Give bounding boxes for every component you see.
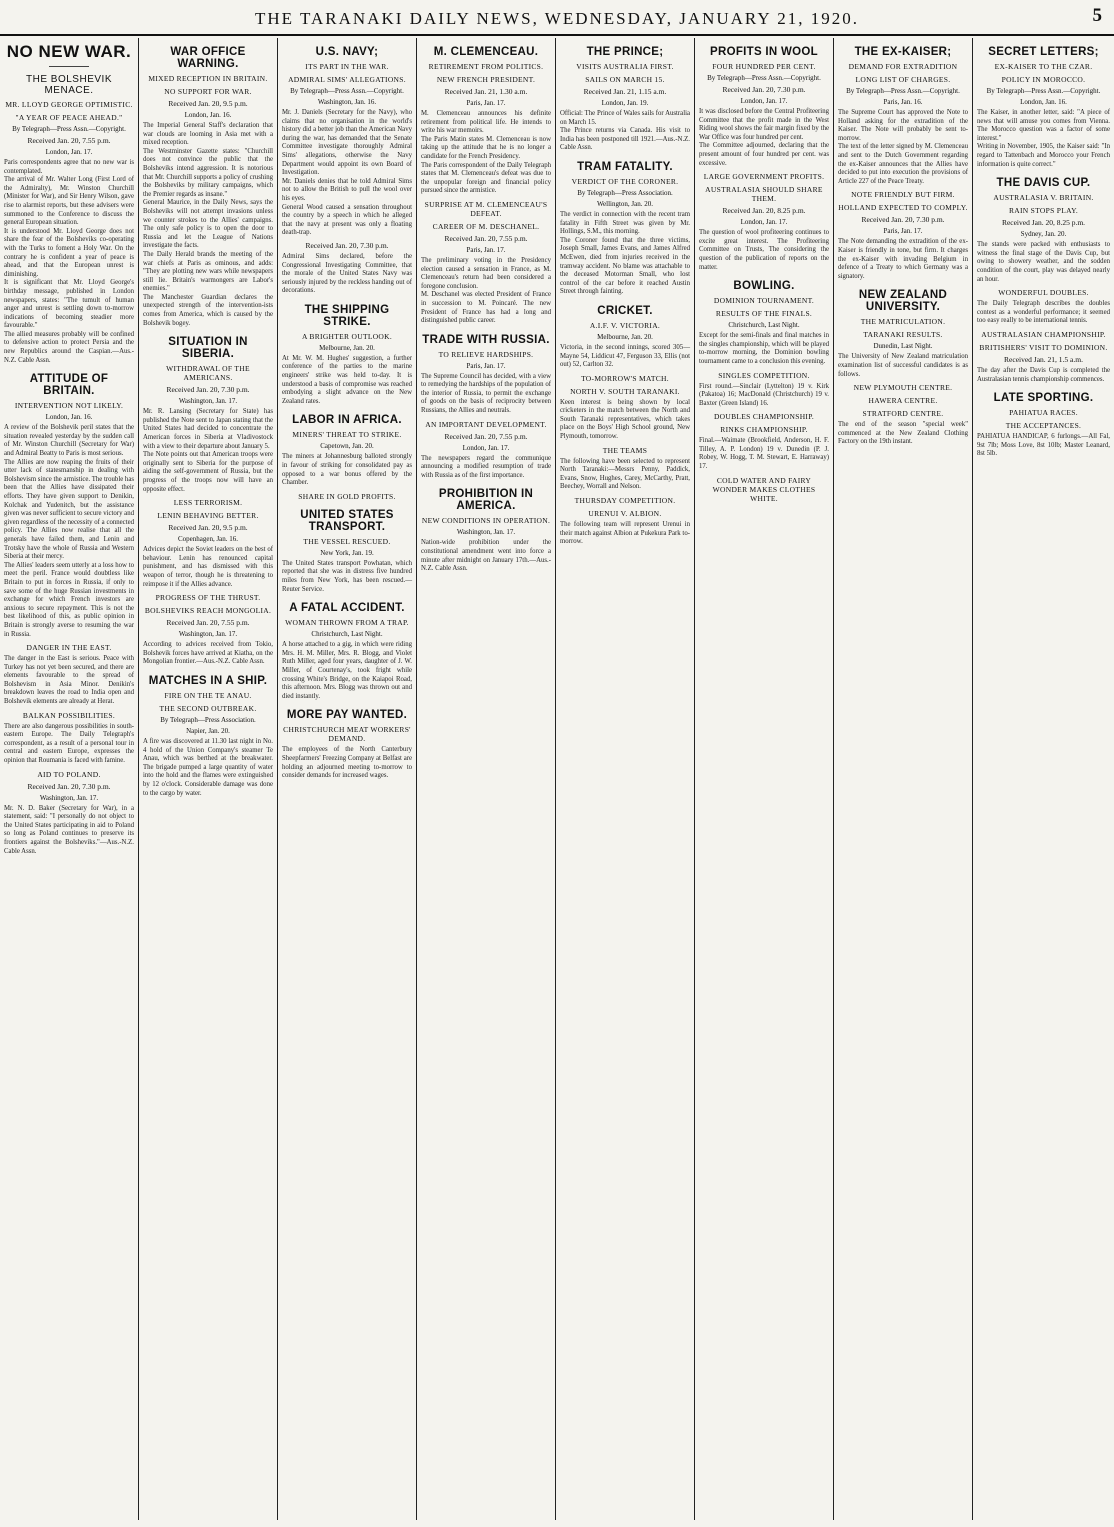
dateline: New York, Jan. 19. [320,548,374,557]
article-paragraph: The miners at Johannesburg balloted strongly in favour of striking for consolidated pay as opposed to a war bonus offered by the Chamber. [282,453,412,487]
article-deck: NOTE FRIENDLY BUT FIRM. [851,190,955,200]
received-time: Received Jan. 20, 7.30 p.m. [722,85,806,94]
column-4 [417,38,555,1520]
article-deck: A.I.F. V. VICTORIA. [589,320,661,330]
article-deck: PAHIATUA RACES. [1009,408,1078,418]
advertisement: COLD WATER AND FAIRY WONDER MAKES CLOTHES WHITE. [712,475,816,503]
article-headline: MATCHES IN A SHIP. [148,674,268,687]
article-paragraph: The Westminster Gazette states: "Churchill does not convince the public that the Bolsheviks intend aggression. It is notorious that Mr. Churchill supports a policy of crushing the Bolsheviks by military campaigns, which the Premier regards as insane." [143,147,273,198]
article-paragraph: The Daily Telegraph describes the doubles contest as a wonderful performance; it seemed too easy really to be international tennis. [977,300,1110,325]
article-paragraph: It was disclosed before the Central Profiteering Committee that the profit made in the West Riding wool shows the fair margin fixed by the War Office was four hundred per cent. [699,108,829,141]
article-deck: RAIN STOPS PLAY. [1008,206,1079,216]
article-headline: SECRET LETTERS; [988,46,1099,58]
dateline: Christchurch, Last Night. [728,321,800,330]
dateline: Melbourne, Jan. 20. [597,332,653,341]
article-paragraph: The following have been selected to represent North Taranaki:—Messrs Penny, Paddick, Evans, Snow, Hughes, Carey, McCarthy, Pratt, Beechey, Worrall and Nelson. [560,457,690,491]
article-paragraph: Official: The Prince of Wales sails for Australia on March 15. [560,110,690,126]
article-headline: BOWLING. [733,280,795,293]
article-deck: URENUI V. ALBION. [588,509,662,519]
dateline: London, Jan. 16. [45,413,93,422]
article-paragraph: Admiral Sims declared, before the Congressional Investigating Committee, that the morale of the United States Navy was seriously injured by the reckless handing out of decorations. [282,252,412,295]
article-deck: DANGER IN THE EAST. [26,643,112,653]
article-deck: LARGE GOVERNMENT PROFITS. [703,172,825,182]
byline: By Telegraph—Press Assn.—Copyright. [986,87,1101,95]
page-number: 5 [1092,5,1102,26]
article-headline: PROFITS IN WOOL [710,46,818,58]
article-deck: THE TEAMS [602,445,648,455]
article-paragraph: The Daily Herald brands the meeting of the war chiefs at Paris as ominous, and adds: "They are plotting new wars while newspapers still lie. Britain's warmongers are Labor's enemies." [143,250,273,293]
dateline: Capetown, Jan. 20. [320,442,374,451]
article-paragraph: The Coroner found that the three victims, Joseph Small, James Evans, and James Alfred McEwen, died from injuries received in the tramway accident. No blame was attachable to the deceased Motorman Small, who lost control of the car before it reached Austin Street through fainting. [560,236,690,296]
article-paragraph: The University of New Zealand matriculation examination list of successful candidates is as follows. [838,353,968,378]
dateline: Washington, Jan. 17. [39,793,99,802]
article-paragraph: Final.—Waimate (Brookfield, Anderson, H. F. Tilley, A. P. London) 19 v. Dunedin (P. J. Robey, W. Hogg, T. M. Stewart, E. Harraway) 17. [699,437,829,471]
article-paragraph: M. Clemenceau announces his definite retirement from political life. He intends to write his war memoirs. [421,110,551,135]
received-time: Received Jan. 21, 1.15 a.m. [583,87,667,96]
article-paragraph: There are also dangerous possibilities in south-eastern Europe. The Daily Telegraph's correspondent, as a result of a personal tour in central and eastern Europe, expresses the opinion that Roumania is faced with famine. [4,722,134,765]
article-paragraph: The allied measures probably will be confined to defensive action to protect Persia and the new Republics around the Caspian.—Aus.-N.Z. Cable Assn. [4,330,134,364]
newspaper-title: THE TARANAKI DAILY NEWS, WEDNESDAY, JANUARY 21, 1920. [255,9,859,28]
dateline: Washington, Jan. 16. [317,98,377,106]
column-6 [695,38,833,1520]
article-paragraph: A review of the Bolshevik peril states that the situation revealed yesterday by the sudden call of Mr. Winston Churchill (Secretary for War) and Admiral Beatty to Paris is most serious. [4,424,134,458]
article-deck: POLICY IN MOROCCO. [1001,75,1086,84]
article-deck: FIRE ON THE TE ANAU. [164,690,252,700]
article-paragraph: At Mr. W. M. Hughes' suggestion, a further conference of the parties to the marine engineers' strike was held to-day. It is understood a basis of compromise was reached embodying a slight advance on the New Zealand rates. [282,354,412,405]
article-deck: TO-MORROW'S MATCH. [581,373,669,383]
article-paragraph: The stands were packed with enthusiasts to witness the final stage of the Davis Cup, but owing to showery weather, and the sodden condition of the court, play was delayed nearly an hour. [977,241,1110,283]
article-deck: AID TO POLAND. [37,769,101,779]
article-headline: A FATAL ACCIDENT. [289,602,405,615]
dateline: London, Jan. 17. [740,97,788,105]
article-deck: AN IMPORTANT DEVELOPMENT. [425,419,547,429]
article-paragraph: The Paris correspondent of the Daily Telegraph states that M. Clemenceau's defeat was due to the unpopular foreign and financial policy pursued since the armistice. [421,161,551,195]
article-paragraph: The Paris Matin states M. Clemenceau is now taking up the attitude that he is no longer a candidate for the French Presidency. [421,135,551,160]
received-time: Received Jan. 21, 1.5 a.m. [1004,354,1083,364]
article-paragraph: Keen interest is being shown by local cricketers in the match between the North and South Taranaki representatives, which takes place on the Boys' High School ground, New Plymouth, tomorrow. [560,398,690,441]
article-deck: RINKS CHAMPIONSHIP. [720,425,808,435]
dateline: Washington, Jan. 17. [178,630,238,639]
article-deck: SHARE IN GOLD PROFITS. [298,491,396,501]
article-headline: M. CLEMENCEAU. [433,46,539,58]
article-paragraph: Mr. Daniels denies that he told Admiral Sims not to allow the British to pull the wool over his eyes. [282,177,412,202]
article-deck: TO RELIEVE HARDSHIPS. [438,349,534,359]
column-3 [278,38,416,1520]
article-headline: TRADE WITH RUSSIA. [422,333,550,346]
article-headline: UNITED STATES TRANSPORT. [300,508,394,533]
article-headline: THE SHIPPING STRIKE. [304,303,390,328]
article-headline: SITUATION IN SIBERIA. [168,336,248,361]
dateline: Washington, Jan. 17. [178,397,238,406]
article-headline: LABOR IN AFRICA. [292,414,402,427]
article-deck: WITHDRAWAL OF THE AMERICANS. [166,364,250,383]
article-paragraph: PAHIATUA HANDICAP, 6 furlongs.—All Fal, 9st 7lb; Moss Love, 8st 10lb; Master Leanard, 8st 5lb. [977,433,1110,458]
column-8 [973,38,1114,1520]
dateline: Sydney, Jan. 20. [1020,230,1067,239]
article-deck: BOLSHEVIKS REACH MONGOLIA. [144,606,272,616]
article-deck: BALKAN POSSIBILITIES. [22,710,116,720]
article-paragraph: According to advices received from Tokio, Bolshevik forces have arrived at Kiatha, on the Mongolian frontier.—Aus.-N.Z. Cable Assn. [143,641,273,666]
article-headline: THE DAVIS CUP. [996,177,1091,190]
received-time: Received Jan. 20, 8.25 p.m. [1001,218,1086,228]
article-deck: EX-KAISER TO THE CZAR. [994,62,1093,71]
article-paragraph: The newspapers regard the communique announcing a modified resumption of trade with Russia as of the first importance. [421,454,551,479]
received-time: Received Jan. 20, 7.55 p.m. [444,233,528,243]
byline: By Telegraph—Press Assn.—Copyright. [12,125,126,133]
article-paragraph: The verdict in connection with the recent tram fatality in Fifth Street was given by Mr. Hollings, S.M., this morning. [560,210,690,236]
article-paragraph: Victoria, in the second innings, scored 305—Mayne 54, Liddicut 47, Ferguson 33, Ellis (not out) 52, Carlton 32. [560,343,690,369]
article-deck: ADMIRAL SIMS' ALLEGATIONS. [288,75,406,84]
byline: By Telegraph—Press Assn.—Copyright. [846,87,960,95]
article-paragraph: The employees of the North Canterbury Sheepfarmers' Freezing Company at Belfast are holding an adjourned meeting to-morrow to consider demands for increased wages. [282,746,412,780]
article-headline: WAR OFFICE WARNING. [170,46,246,70]
article-deck: STRATFORD CENTRE. [862,409,944,419]
article-paragraph: The preliminary voting in the Presidency election caused a sensation in France, as M. Clemenceau's return had been considered a foregone conclusion. [421,256,551,290]
dateline: Paris, Jan. 17. [466,99,506,107]
article-deck: WOMAN THROWN FROM A TRAP. [285,618,409,628]
article-paragraph: The following team will represent Urenui in their match against Albion at Pukekura Park to-morrow. [560,521,690,546]
article-paragraph: The Imperial General Staff's declaration that war clouds are looming in Asia met with a mixed reception. [143,122,273,147]
article-paragraph: The Kaiser, in another letter, said: "A piece of news that will amuse you comes from Vienna. The Morocco question was a factor of some interest." [977,109,1110,142]
article-paragraph: The Supreme Council has decided, with a view to remedying the hardships of the population of the interior of Russia, to permit the exchange of goods on the basis of reciprocity between Russians, the Allies and neutrals. [421,372,551,415]
article-paragraph: The Allies are now reaping the fruits of their utter lack of statesmanship in dealing with Bolshevism since the armistice. The trouble has been that the Allies have dissipated their efforts. They have given support to Denikin, Kolchak and Yudenitch, but the assistance given was never sufficient to secure victory and given regardless of the necessity of a connected policy. The Allies now realise that all the generals have failed them, and Lenin and Trotsky have the whole of Russia and Western Siberia at their mercy. [4,458,134,561]
article-deck: WONDERFUL DOUBLES. [998,288,1089,298]
received-time: Received Jan. 20, 7.30 p.m. [166,385,250,395]
article-paragraph: M. Deschanel was elected President of France in succession to M. Poincaré. The new President of France has had a long and distinguished public career. [421,291,551,325]
dateline: Wellington, Jan. 20. [596,199,653,208]
article-deck: VISITS AUSTRALIA FIRST. [576,62,674,71]
article-headline: CRICKET. [597,304,653,317]
article-deck: ITS PART IN THE WAR. [305,62,389,71]
article-deck: FOUR HUNDRED PER CENT. [712,62,816,71]
article-deck: MINERS' THREAT TO STRIKE. [292,430,402,440]
article-deck: MIXED RECEPTION IN BRITAIN. [148,74,268,83]
article-deck: NEW CONDITIONS IN OPERATION. [421,516,551,526]
divider [49,66,89,67]
article-paragraph: The text of the letter signed by M. Clemenceau and sent to the Dutch Government regarding the ex-Kaiser announces that the Allies have decided to put into execution the provisions of Article 227 of the Peace Treaty. [838,143,968,185]
article-headline: LATE SPORTING. [993,392,1094,405]
article-deck: AUSTRALASIA V. BRITAIN. [993,193,1094,203]
dateline: London, Jan. 19. [601,99,649,107]
dateline: Copenhagen, Jan. 16. [177,535,239,544]
dateline: Napier, Jan. 20. [186,726,230,735]
article-deck: A BRIGHTER OUTLOOK. [301,331,393,341]
column-5 [556,38,694,1520]
article-deck: HAWERA CENTRE. [868,396,938,406]
article-deck: VERDICT OF THE CORONER. [571,176,679,186]
dateline: Paris, Jan. 17. [466,361,506,370]
article-paragraph: It is significant that Mr. Lloyd George's birthday message, published in London newspapers, states: "The tumult of human anger and unrest is settling down to-morrow indications of becoming steadier more favourable." [4,279,134,330]
article-deck: NO SUPPORT FOR WAR. [164,87,252,96]
article-deck: THE MATRICULATION. [860,317,946,327]
article-paragraph: The Allies' leaders seem utterly at a loss how to meet the peril. France would doubtless like Britain to put in forces in Russia, if only to save some of the huge Russian investments in exchange for which French investors are anxious to secure repayment. This is not the best likelihood of this, as public opinion in Britain is strongly averse to resuming the war in Russia. [4,561,134,638]
article-paragraph: It is understood Mr. Lloyd George does not share the fear of the Bolsheviks co-operating with the Turks to foment a Holy War. On the contrary he is confident a year of peace is ahead, and that the European unrest is diminishing. [4,227,134,278]
article-paragraph: Writing in November, 1905, the Kaiser said: "In regard to Tattenbach and Morocco your French information is quite correct." [977,143,1110,168]
received-time: Received Jan. 20, 7.55 p.m. [166,618,250,628]
article-headline: THE EX-KAISER; [854,46,952,58]
byline: By Telegraph—Press Association. [160,715,256,724]
masthead [0,0,1114,36]
article-deck: AUSTRALASIAN CHAMPIONSHIP. [981,329,1106,339]
article-paragraph: Mr. R. Lansing (Secretary for State) has published the Note sent to Japan stating that the United States had decided to concentrate the American forces in Siberia at Vladivostock with a view to their departure about January 5. [143,408,273,450]
article-deck: PROGRESS OF THE THRUST. [155,593,261,603]
article-deck: RETIREMENT FROM POLITICS. [428,62,544,71]
dateline: Washington, Jan. 17. [456,528,516,537]
received-time: Received Jan. 20, 8.25 p.m. [722,206,806,216]
article-paragraph: The Note demanding the extradition of the ex-Kaiser is friendly in tone, but firm. It charges the ex-Kaiser with invading Belgium in defence of a Treaty to which Germany was a signatory. [838,238,968,280]
column-7 [834,38,972,1520]
article-deck: RESULTS OF THE FINALS. [715,309,813,319]
article-paragraph: Except for the semi-finals and final matches in the singles championship, which will be played to-morrow morning, the Dominion bowling tournament came to a conclusion this evening. [699,332,829,365]
article-paragraph: The Note points out that American troops were originally sent to Siberia for the purpose of aiding the self-government of Russia, but the progress of the troops now will have an opposite effect. [143,451,273,493]
column-2 [139,38,277,1520]
article-deck: DOMINION TOURNAMENT. [713,296,815,306]
received-time: Received Jan. 20, 7.30 p.m. [27,781,111,791]
article-deck: LENIN BEHAVING BETTER. [157,511,259,521]
article-deck: THURSDAY COMPETITION. [574,496,676,506]
article-headline: NO NEW WAR. [6,42,132,61]
article-deck: SINGLES COMPETITION. [718,370,810,380]
dateline: Paris, Jan. 16. [883,98,923,106]
article-deck: THE SECOND OUTBREAK. [159,703,257,713]
article-deck: INTERVENTION NOT LIKELY. [14,401,124,411]
dateline: Melbourne, Jan. 20. [319,343,375,352]
article-deck: CAREER OF M. DESCHANEL. [432,221,540,231]
received-time: Received Jan. 21, 1.30 a.m. [444,87,528,96]
article-deck: DOUBLES CHAMPIONSHIP. [713,412,815,422]
dateline: Dunedin, Last Night. [873,342,933,351]
article-paragraph: General Wood caused a sensation throughout the country by a speech in which he alleged that the navy at present was only a floating death-trap. [282,203,412,237]
article-deck: THE VESSEL RESCUED. [303,536,391,546]
received-time: Received Jan. 20, 7.30 p.m. [305,240,389,250]
article-paragraph: The question of wool profiteering continues to excite great interest. The Profiteering Committee on Trusts, The considering the question of the publication of reports on the matter. [699,229,829,271]
received-time: Received Jan. 20, 9.5 p.m. [168,99,248,108]
article-paragraph: The Committee adjourned, declaring that the present amount of four hundred per cent. was excessive. [699,142,829,167]
article-headline: PROHIBITION IN AMERICA. [438,488,534,513]
article-deck: HOLLAND EXPECTED TO COMPLY. [838,203,968,213]
article-deck: SURPRISE AT M. CLEMENCEAU'S DEFEAT. [424,199,548,218]
article-paragraph: The United States transport Powhatan, which reported that she was in distress five hundred miles from New York, has been rescued.—Reuter Service. [282,559,412,593]
article-paragraph: The danger in the East is serious. Peace with Turkey has not yet been secured, and there are elements favourable to the spread of Bolshevism in Asia Minor. Denikin's breakdown leaves the road to India open and Bolshevik elements are already at Herat. [4,655,134,706]
received-time: Received Jan. 20, 7.55 p.m. [27,136,111,145]
article-paragraph: The Prince returns via Canada. His visit to India has been postponed till 1921.—Aus.-N.Z. Cable Assn. [560,127,690,152]
article-headline: TRAM FATALITY. [577,160,673,173]
article-deck: TARANAKI RESULTS. [863,330,943,340]
dateline: London, Jan. 17. [45,148,93,156]
article-paragraph: Mr. N. D. Baker (Secretary for War), in a statement, said: "I personally do not object to the United States participating in aid to Poland so long as Poland continues to preserve its frontiers against the Bolsheviks."—Aus.-N.Z. Cable Assn. [4,804,134,855]
article-deck: THE ACCEPTANCES. [1005,421,1082,431]
article-deck: BRITISHERS' VISIT TO DOMINION. [979,342,1108,352]
article-paragraph: General Maurice, in the Daily News, says the Bolsheviks will not attempt invasions unless we counter strokes to the Allies' campaigns. The only safe policy is to open the door to Russia and let the League of Nations investigate the facts. [143,199,273,250]
article-paragraph: The Manchester Guardian declares the unexpected strength of the intervention-ists comes from America, which is caused by the Bolshevik bogey. [143,293,273,327]
article-headline: THE PRINCE; [586,46,664,58]
received-time: Received Jan. 20, 9.5 p.m. [168,523,248,533]
article-deck: SAILS ON MARCH 15. [585,75,665,84]
article-paragraph: Paris correspondents agree that no new war is contemplated. [4,159,134,175]
article-paragraph: The arrival of Mr. Walter Long (First Lord of the Admiralty), Mr. Winston Churchill (Minister for War), and Sir Henry Wilson, gave rise to alarmist reports, but these advisers were summoned to the Conference to discuss the general European situation. [4,176,134,227]
article-deck: CHRISTCHURCH MEAT WORKERS' DEMAND. [283,725,411,744]
column-1 [0,38,138,1520]
article-deck: NEW FRENCH PRESIDENT. [436,75,536,84]
dateline: Paris, Jan. 17. [466,245,506,254]
dateline: London, Jan. 16. [1020,98,1067,106]
article-paragraph: A horse attached to a gig, in which were riding Mrs. H. M. Miller, Mrs. R. Blogg, and Violet Ruth Miller, aged four years, daughter of J. W. Miller, of Courtenay's, took fright while crossing White's Bridge, on the Kaiapoi Road, this afternoon. Mrs. Blogg was thrown out and died instantly. [282,641,412,700]
dateline: London, Jan. 17. [462,443,510,452]
byline: By Telegraph—Press Assn.—Copyright. [290,87,404,95]
article-paragraph: The end of the season "special week" commenced at the New Zealand Clothing Factory on the 19th instant. [838,421,968,446]
article-paragraph: A fire was discovered at 11.30 last night in No. 4 hold of the Union Company's steamer Te Anau, which was berthed at the breakwater. The brigade pumped a large quantity of water into the hold and the flames were extinguished by 12 o'clock. Considerable damage was done to the cargo by water. [143,737,273,797]
article-subhead: THE BOLSHEVIK MENACE. [26,74,112,96]
byline: By Telegraph—Press Assn.—Copyright. [707,74,821,82]
dateline: Christchurch, Last Night. [311,630,383,639]
dateline: London, Jan. 16. [184,111,232,119]
article-deck: DEMAND FOR EXTRADITION [848,62,958,71]
dateline: Paris, Jan. 17. [883,227,923,236]
article-deck: MR. LLOYD GEORGE OPTIMISTIC. [5,100,133,109]
article-deck: "A YEAR OF PEACE AHEAD." [15,113,123,122]
article-deck: LONG LIST OF CHARGES. [855,75,951,84]
article-paragraph: The day after the Davis Cup is completed the Australasian tennis championship commences. [977,366,1110,383]
article-paragraph: Mr. J. Daniels (Secretary for the Navy), who claims that no organisation in the world's history did a better job than the American Navy during the war, has demanded that the Senate Committee investigate thoroughly Admiral Sims' allegations, otherwise the Navy Department would appoint its own Board of Investigation. [282,109,412,177]
article-deck: LESS TERRORISM. [173,498,243,508]
article-paragraph: Advices depict the Soviet leaders on the best of behaviour. Lenin has renounced capital punishment, and has dismissed with this weapon of terror, though he is threatening to reimpose it if the Allies advance. [143,546,273,588]
received-time: Received Jan. 20, 7.55 p.m. [444,431,528,441]
article-paragraph: First round.—Sinclair (Lyttelton) 19 v. Kirk (Pakatoa) 16; MacDonald (Christchurch) 19 v. Baxter (Green Island) 16. [699,382,829,407]
article-headline: U.S. NAVY; [315,46,379,58]
byline: By Telegraph—Press Association. [577,188,673,197]
article-deck: NORTH V. SOUTH TARANAKI. [570,386,680,396]
received-time: Received Jan. 20, 7.30 p.m. [861,215,945,225]
article-deck: AUSTRALASIA SHOULD SHARE THEM. [705,185,823,204]
article-paragraph: The Supreme Court has approved the Note to Holland asking for the extradition of the Kaiser. The Note will probably be sent to-morrow. [838,109,968,142]
article-headline: ATTITUDE OF BRITAIN. [29,373,109,398]
article-headline: NEW ZEALAND UNIVERSITY. [858,289,948,314]
article-paragraph: Nation-wide prohibition under the constitutional amendment went into force a minute after midnight on January 17th.—Aus.-N.Z. Cable Assn. [421,539,551,573]
dateline: London, Jan. 17. [740,218,788,227]
article-deck: NEW PLYMOUTH CENTRE. [853,383,953,393]
article-headline: MORE PAY WANTED. [286,709,408,722]
